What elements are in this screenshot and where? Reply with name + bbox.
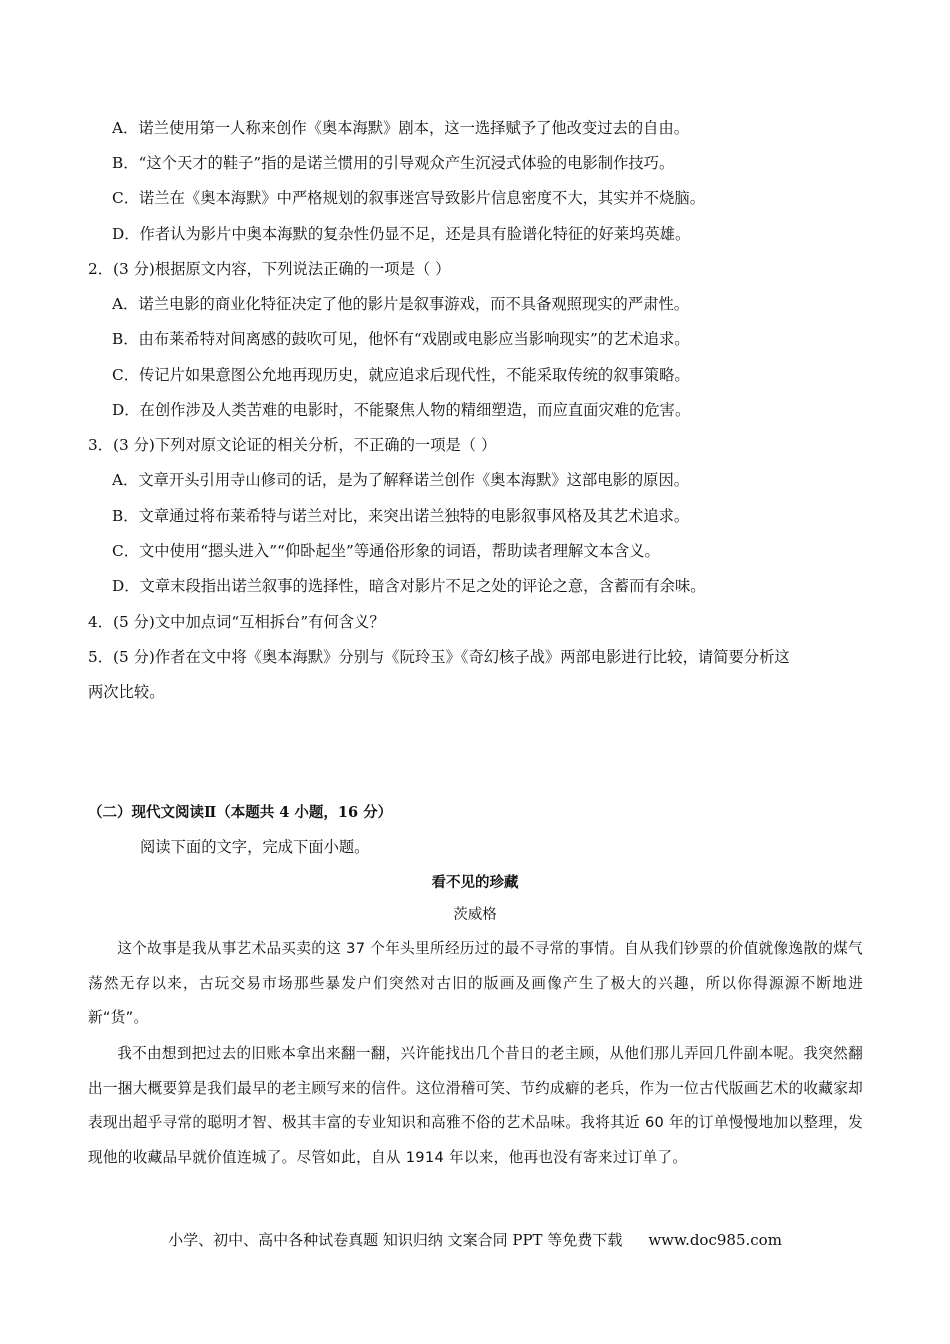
q4-stem: 4．(5 分)文中加点词“互相拆台”有何含义？ [88, 613, 385, 631]
story-author: 茨威格 [453, 907, 497, 923]
q3-option-d: D．文章末段指出诺兰叙事的选择性，暗含对影片不足之处的评论之意，含蓄而有余味。 [112, 577, 706, 595]
q5-stem-line1: 5．(5 分)作者在文中将《奥本海默》分别与《阮玲玉》《奇幻核子战》两部电影进行比较，请简要分析这 [88, 648, 790, 666]
q2-option-d: D．在创作涉及人类苦难的电影时，不能聚焦人物的精细塑造，而应直面灾难的危害。 [112, 401, 691, 419]
q2-option-c: C．传记片如果意图公允地再现历史，就应追求后现代性，不能采取传统的叙事策略。 [112, 366, 690, 384]
q1-option-a: A．诺兰使用第一人称来创作《奥本海默》剧本，这一选择赋予了他改变过去的自由。 [112, 119, 690, 137]
story-title: 看不见的珍藏 [431, 874, 519, 891]
reading-instruction: 阅读下面的文字，完成下面小题。 [140, 838, 370, 856]
page-footer [0, 1229, 950, 1251]
q3-option-a: A．文章开头引用寺山修司的话，是为了解释诺兰创作《奥本海默》这部电影的原因。 [112, 471, 690, 489]
q1-option-b: B．“这个天才的鞋子”指的是诺兰惯用的引导观众产生沉浸式体验的电影制作技巧。 [112, 154, 675, 172]
story-paragraph-2: 我不由想到把过去的旧账本拿出来翻一翻，兴许能找出几个昔日的老主顾，从他们那儿弄回几件副本呢。我突然翻出一捆大概要算是我们最早的老主顾写来的信件。这位滑稽可笑、节约成癖的老兵，作为一位古代版画艺术的收藏家却表现出超乎寻常的聪明才智、极其丰富的专业知识和高雅不俗的艺术品味。我将其近 60 年的订单慢慢地加以整理，发现他的收藏品早就价值连城了。尽管如此，自从 1914 年以来，他再也没有寄来过订单了。 [88, 1045, 863, 1166]
q5-stem-line2: 两次比较。 [88, 683, 165, 701]
footer-site: www.doc985.com [648, 1231, 782, 1249]
q3-option-b: B．文章通过将布莱希特与诺兰对比，来突出诺兰独特的电影叙事风格及其艺术追求。 [112, 507, 690, 525]
q2-stem: 2．(3 分)根据原文内容，下列说法正确的一项是（ ） [88, 260, 451, 278]
story-paragraph-1: 这个故事是我从事艺术品买卖的这 37 个年头里所经历过的最不寻常的事情。自从我们钞票的价值就像逸散的煤气荡然无存以来，古玩交易市场那些暴发户们突然对古旧的版画及画像产生了极大的兴趣，所以你得源源不断地进新“货”。 [88, 940, 863, 1026]
q1-option-d: D．作者认为影片中奥本海默的复杂性仍显不足，还是具有脸谱化特征的好莱坞英雄。 [112, 225, 691, 243]
q2-option-a: A．诺兰电影的商业化特征决定了他的影片是叙事游戏，而不具备观照现实的严肃性。 [112, 295, 690, 313]
section-heading: （二）现代文阅读Ⅱ（本题共 4 小题，16 分） [88, 804, 393, 821]
footer-text: 小学、初中、高中各种试卷真题 知识归纳 文案合同 PPT 等免费下载 [168, 1231, 623, 1249]
q3-stem: 3．(3 分)下列对原文论证的相关分析，不正确的一项是（ ） [88, 436, 497, 454]
q3-option-c: C．文中使用“摁头进入”“仰卧起坐”等通俗形象的词语，帮助读者理解文本含义。 [112, 542, 660, 560]
q1-option-c: C．诺兰在《奥本海默》中严格规划的叙事迷宫导致影片信息密度不大，其实并不烧脑。 [112, 189, 705, 207]
q2-option-b: B．由布莱希特对间离感的鼓吹可见，他怀有“戏剧或电影应当影响现实”的艺术追求。 [112, 330, 690, 348]
